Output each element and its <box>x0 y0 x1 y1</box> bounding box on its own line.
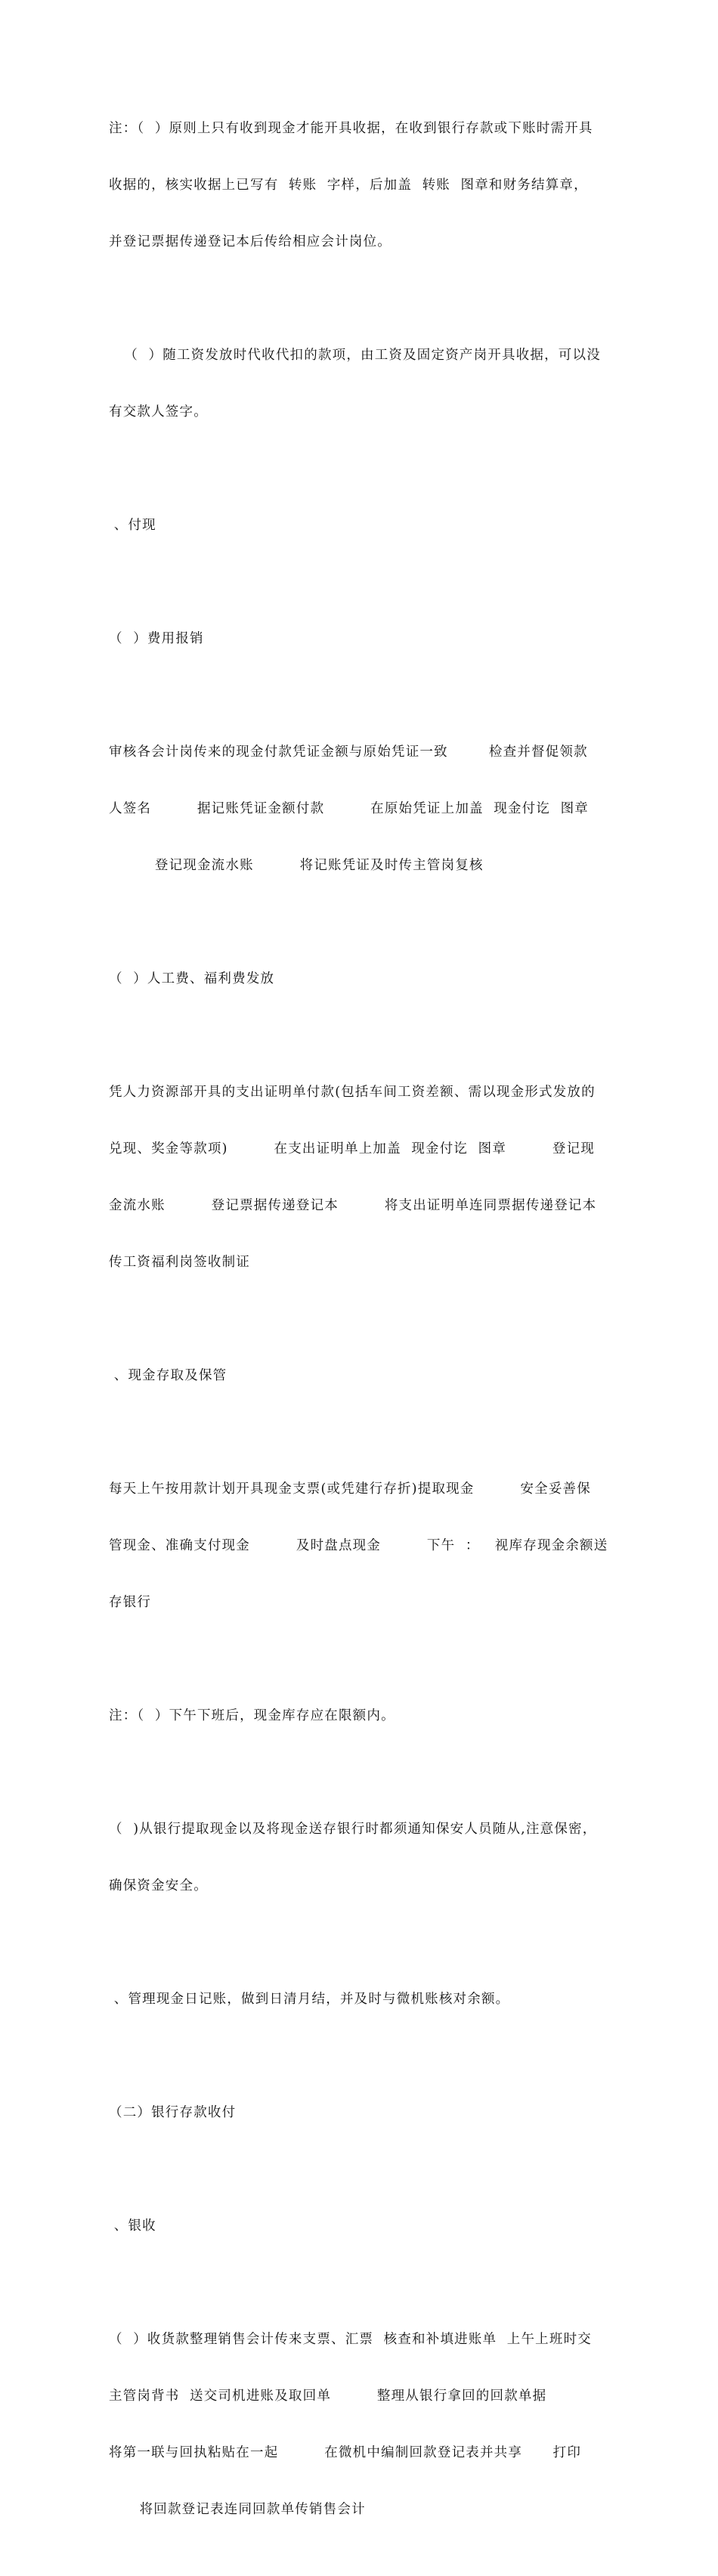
text-line: 收据的，核实收据上已写有 转账 字样，后加盖 转账 图章和财务结算章， <box>109 178 588 193</box>
text-line: 金流水账 登记票据传递登记本 将支出证明单连同票据传递登记本 <box>109 1198 597 1213</box>
text-line: （ ）随工资发放时代收代扣的款项，由工资及固定资产岗开具收据，可以没 <box>109 348 601 363</box>
paragraph-labor-steps <box>109 1045 614 1310</box>
text-line: 审核各会计岗传来的现金付款凭证金额与原始凭证一致 检查并督促领款 <box>109 745 588 760</box>
heading-expense-reimbursement <box>109 592 614 686</box>
text-line: 确保资金安全。 <box>109 1878 208 1893</box>
heading-labor-welfare <box>109 932 614 1026</box>
text-line: 有交款人签字。 <box>109 404 208 420</box>
text-line: 、现金存取及保管 <box>109 1368 227 1383</box>
text-line: 将回款登记表连同回款单传销售会计 <box>109 2502 366 2517</box>
paragraph-cash-storage-steps <box>109 1442 614 1650</box>
text-line: 登记现金流水账 将记账凭证及时传主管岗复核 <box>109 858 484 873</box>
paragraph-note-limit <box>109 1669 614 1763</box>
text-line: 存银行 <box>109 1595 152 1610</box>
paragraph-bank-receipt-steps <box>109 2293 614 2557</box>
document-body <box>109 82 614 2576</box>
text-line: 凭人力资源部开具的支出证明单付款(包括车间工资差额、需以现金形式发放的 <box>109 1085 596 1100</box>
text-line: 注：（ ）原则上只有收到现金才能开具收据，在收到银行存款或下账时需开具 <box>109 121 593 136</box>
text-line: （ ）人工费、福利费发放 <box>109 971 275 986</box>
text-line: （ ）收货款整理销售会计传来支票、汇票 核查和补填进账单 上午上班时交 <box>109 2332 592 2347</box>
heading-bank-receipt <box>109 2179 614 2274</box>
text-line: 并登记票据传递登记本后传给相应会计岗位。 <box>109 234 391 249</box>
text-line: 、管理现金日记账，做到日清月结，并及时与微机账核对余额。 <box>109 1992 510 2007</box>
text-line: 将第一联与回执粘贴在一起 在微机中编制回款登记表并共享 打印 <box>109 2445 582 2460</box>
text-line: 兑现、奖金等款项) 在支出证明单上加盖 现金付讫 图章 登记现 <box>109 1141 596 1156</box>
text-line: 传工资福利岗签收制证 <box>109 1255 250 1270</box>
heading-cash-storage <box>109 1329 614 1423</box>
text-line: 每天上午按用款计划开具现金支票(或凭建行存折)提取现金 安全妥善保 <box>109 1482 591 1497</box>
paragraph-payroll-deduction <box>109 308 614 460</box>
heading-bank-deposit <box>109 2066 614 2160</box>
paragraph-note-receipt <box>109 82 614 289</box>
text-line: 、付现 <box>109 518 156 533</box>
paragraph-security <box>109 1782 614 1934</box>
paragraph-cash-journal <box>109 1952 614 2047</box>
text-line: 人签名 据记账凭证金额付款 在原始凭证上加盖 现金付讫 图章 <box>109 801 589 816</box>
heading-cash-payment <box>109 478 614 573</box>
text-line: 注：（ ）下午下班后，现金库存应在限额内。 <box>109 1708 395 1723</box>
text-line: （二）银行存款收付 <box>109 2105 237 2120</box>
text-line: 主管岗背书 送交司机进账及取回单 整理从银行拿回的回款单据 <box>109 2389 573 2404</box>
text-line: 管现金、准确支付现金 及时盘点现金 下午 ： 视库存现金余额送 <box>109 1538 608 1553</box>
text-line: （ )从银行提取现金以及将现金送存银行时都须通知保安人员随从,注意保密， <box>109 1822 597 1837</box>
text-line: （ ）费用报销 <box>109 631 204 646</box>
paragraph-expense-steps <box>109 705 614 913</box>
text-line: 、银收 <box>109 2218 156 2234</box>
